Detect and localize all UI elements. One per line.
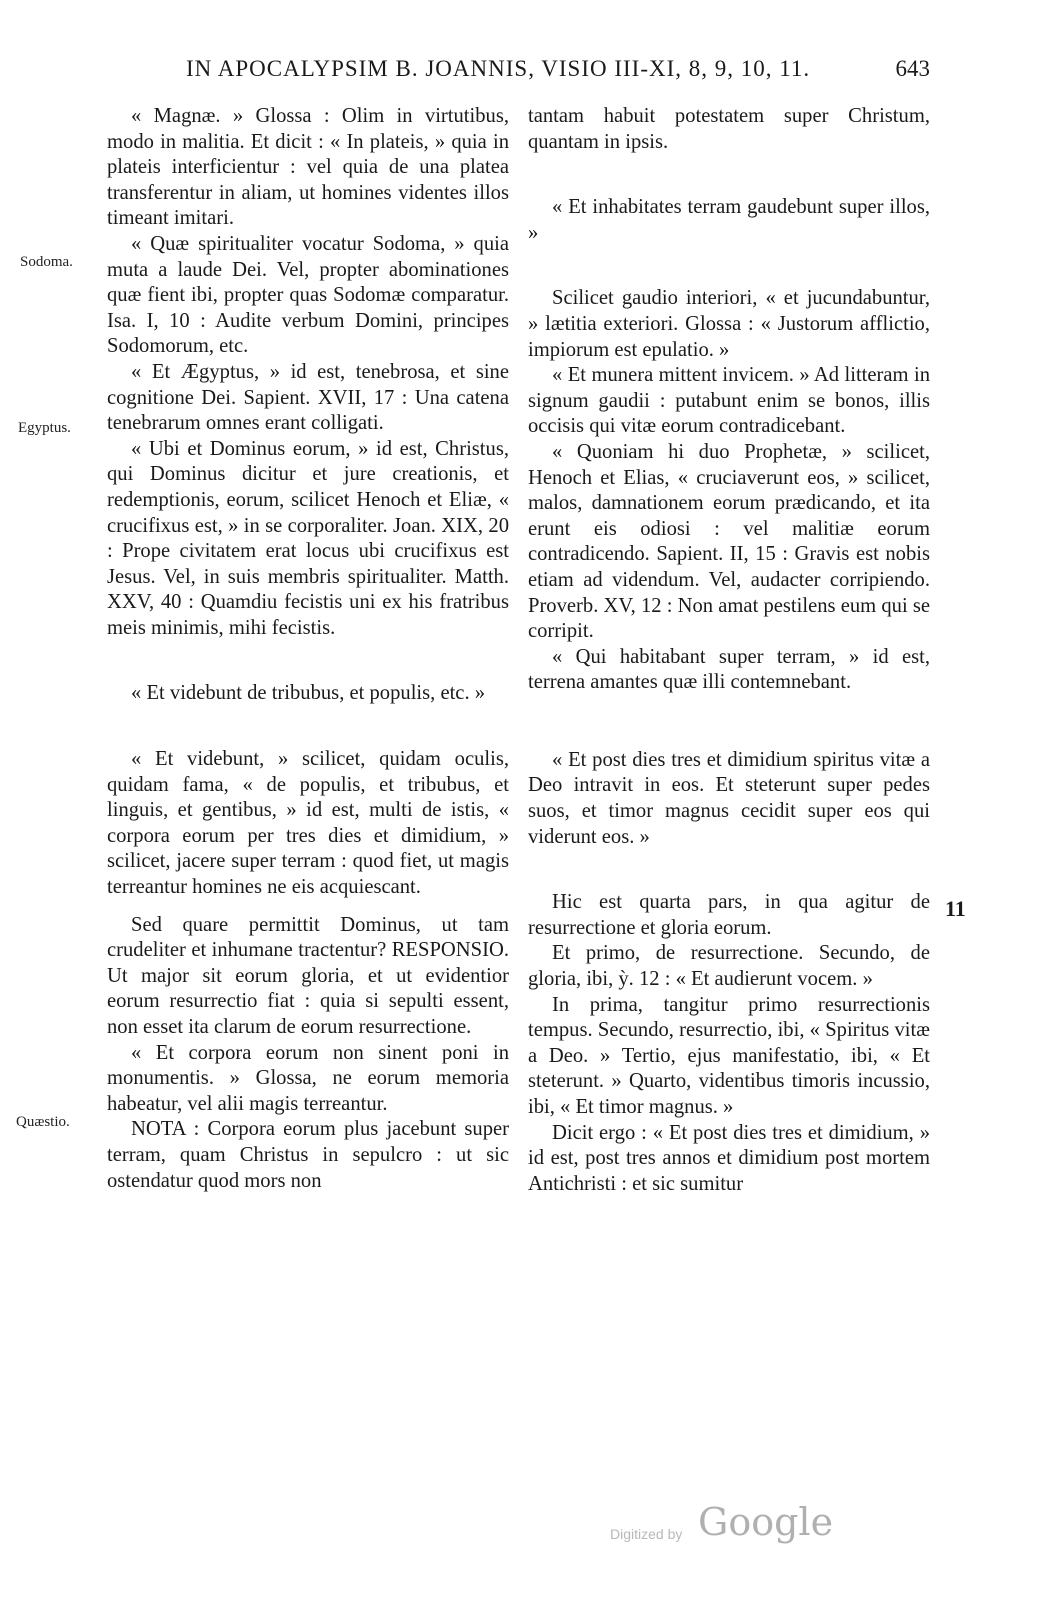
margin-note-sodoma: Sodoma. [20, 254, 73, 270]
digitized-label: Digitized by [610, 1526, 683, 1542]
page-number: 643 [895, 56, 930, 81]
paragraph: Et primo, de resurrectione. Secundo, de gloria, ibi, ỳ. 12 : « Et audierunt vocem. » [528, 942, 930, 991]
spacer [107, 641, 509, 681]
verse-quote: « Et videbunt de tribubus, et populis, etc. » [131, 682, 486, 705]
paragraph: In prima, tangitur primo resurrectionis tempus. Secundo, resurrectio, ibi, « Spiritus vitæ a Deo. » Tertio, ejus manifestatio, ibi, « Et steterunt. » Quarto, videntibus timoris incussio, ibi, « Et timor magnus. » [528, 993, 930, 1118]
paragraph: Scilicet gaudio interiori, « et jucundabuntur, » lætitia exteriori. Glossa : « Justorum afflictio, impiorum est epulatio. » [528, 287, 930, 361]
paragraph: « Et Ægyptus, » id est, tenebrosa, et sine cognitione Dei. Sapient. XVII, 17 : Una catena tenebrarum omnes erant colligati. [107, 360, 509, 435]
verse-quote: « Et post dies tres et dimidium spiritus vitæ a Deo intravit in eos. Et steterunt super pedes suos, et timor magnus cecidit super eos qui viderunt eos. » [528, 748, 930, 848]
spacer [528, 155, 930, 195]
paragraph: « Et corpora eorum non sinent poni in monumentis. » Glossa, ne eorum memoria habeatur, vel alii magis terreantur. [107, 1041, 509, 1115]
running-title: IN APOCALYPSIM B. JOANNIS, VISIO III-XI, 8, 9, 10, 11. [186, 56, 811, 81]
google-logo: Google [698, 1500, 834, 1544]
paragraph: « Et munera mittent invicem. » Ad litteram in signum gaudii : putabunt enim se bonos, illis occisis qui vitæ eorum contradicebant. [528, 364, 930, 438]
spacer [528, 736, 930, 748]
margin-note-egyptus: Egyptus. [18, 420, 71, 436]
paragraph: tantam habuit potestatem super Christum, quantam in ipsis. [528, 105, 930, 153]
digitized-by-google-watermark [610, 1500, 834, 1550]
paragraph: « Qui habitabant super terram, » id est, terrena amantes quæ illi contemnebant. [528, 645, 930, 694]
paragraph: « Magnæ. » Glossa : Olim in virtutibus, modo in malitia. Et dicit : « In plateis, » quia in plateis interficientur : vel quia de una platea transferentur in aliam, ut homines videntes illos timeant imitari. [107, 105, 509, 230]
verse-quote: « Et inhabitates terram gaudebunt super illos, » [528, 196, 930, 244]
paragraph: Sed quare permittit Dominus, ut tam crudeliter et inhumane tractentur? RESPONSIO. Ut major sit eorum gloria, et ut evidentior eorum resurrectio fiat : quia si sepulti essent, non esset ita clarum de eorum resurrectione. [107, 913, 509, 1038]
paragraph: Dicit ergo : « Et post dies tres et dimidium, » id est, post tres annos et dimidium post mortem Antichristi : et sic sumitur [528, 1121, 930, 1195]
page-header [110, 56, 930, 88]
paragraph: Hic est quarta pars, in qua agitur de resurrectione et gloria eorum. [528, 891, 930, 939]
paragraph: « Et videbunt, » scilicet, quidam oculis, quidam fama, « de populis, et tribubus, et linguis, et gentibus, » id est, multi de istis, « corpora eorum per tres dies et dimidium, » scilicet, jacere super terram : quod fiet, ut magis terreantur homines ne eis acquiescant. [107, 748, 509, 899]
paragraph: « Ubi et Dominus eorum, » id est, Christus, qui Dominus dicitur et jure creationis, et redemptionis, eorum, scilicet Henoch et Eliæ, « crucifixus est, » in se corporaliter. Joan. XIX, 20 : Prope civitatem erat locus ubi crucifixus est Jesus. Vel, in suis membris spiritualiter. Matth. XXV, 40 : Quamdiu fecistis uni ex his fratribus meis minimis, mihi fecistis. [107, 437, 509, 639]
margin-note-quaestio: Quæstio. [16, 1114, 70, 1130]
spacer [528, 696, 930, 736]
paragraph: « Quæ spiritualiter vocatur Sodoma, » quia muta a laude Dei. Vel, propter abominationes quæ fient ibi, propter quas Sodomæ comparatur. Isa. I, 10 : Audite verbum Domini, principes Sodomorum, etc. [107, 232, 509, 358]
paragraph: « Quoniam hi duo Prophetæ, » scilicet, Henoch et Elias, « cruciaverunt eos, » scilicet, malos, damnationem eorum prædicando, et ita erunt eis odiosi : vel malitiæ eorum contradicendo. Sapient. II, 15 : Gravis est nobis etiam ad videndum. Vel, audacter corripiendo. Proverb. XV, 12 : Non amat pestilens eum qui se corripit. [528, 440, 930, 643]
spacer [107, 901, 509, 913]
spacer [528, 246, 930, 286]
spacer [528, 850, 930, 890]
spacer [107, 707, 509, 747]
left-column [107, 104, 509, 1194]
paragraph: NOTA : Corpora eorum plus jacebunt super terram, quam Christus in sepulcro : ut sic ostendatur quod mors non [107, 1118, 509, 1192]
margin-verse-number: 11 [945, 896, 966, 921]
right-column [528, 104, 930, 1197]
